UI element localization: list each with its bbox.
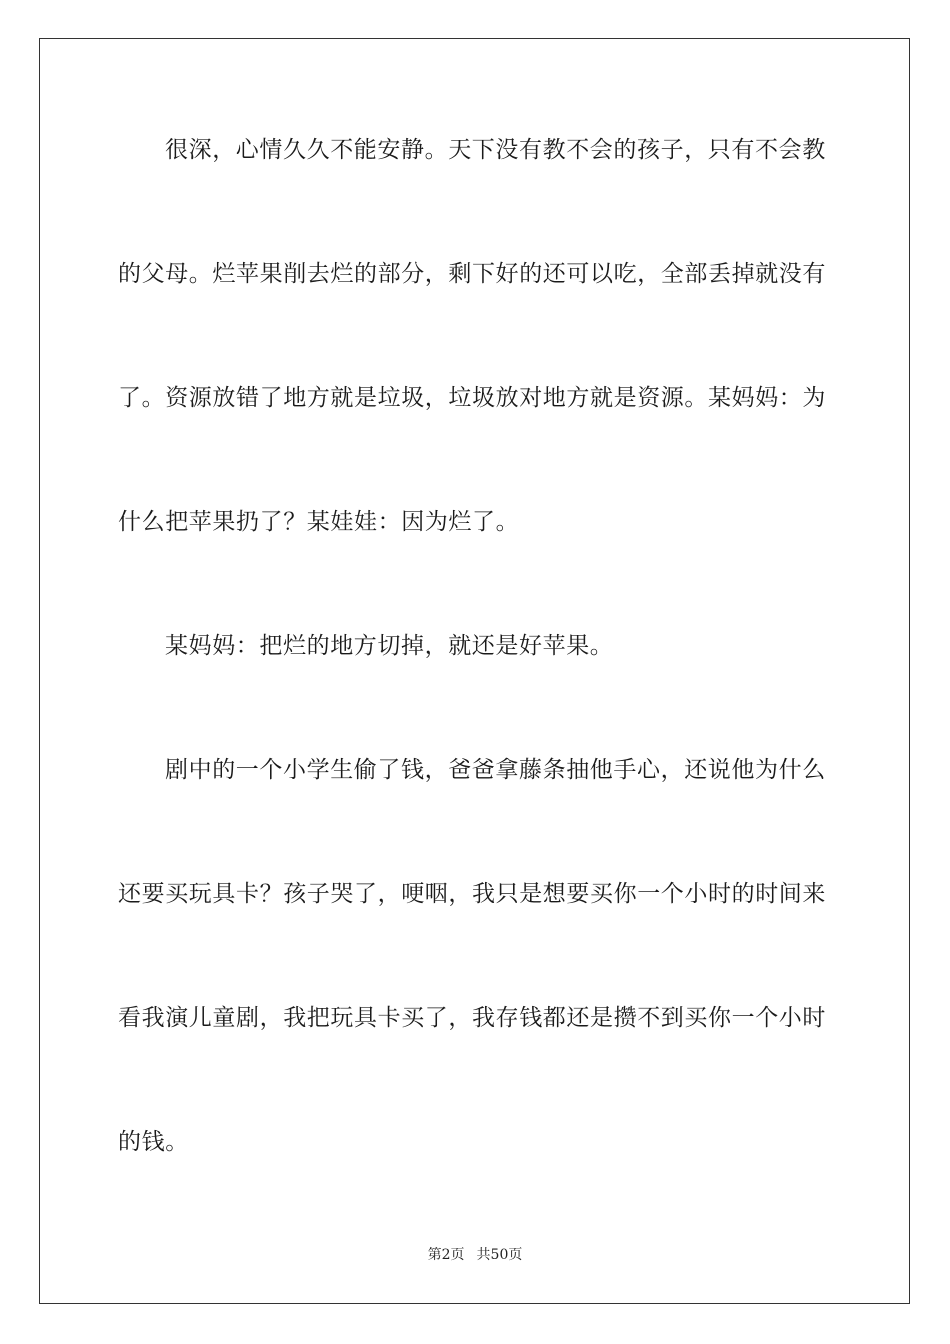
paragraph-line: 剧中的一个小学生偷了钱，爸爸拿藤条抽他手心，还说他为什么 <box>165 757 826 783</box>
page-border <box>39 38 910 1304</box>
paragraph-line: 很深，心情久久不能安静。天下没有教不会的孩子，只有不会教 <box>165 137 826 163</box>
paragraph-line: 的钱。 <box>118 1129 189 1155</box>
page-number-total: 共50页 <box>476 1247 523 1263</box>
paragraph-line: 的父母。烂苹果削去烂的部分，剩下好的还可以吃，全部丢掉就没有 <box>118 261 826 287</box>
page-footer <box>0 1246 950 1264</box>
paragraph-line: 还要买玩具卡？孩子哭了，哽咽，我只是想要买你一个小时的时间来 <box>118 881 826 907</box>
paragraph-line: 某妈妈：把烂的地方切掉，就还是好苹果。 <box>165 633 614 659</box>
paragraph-line: 什么把苹果扔了？某娃娃：因为烂了。 <box>118 509 520 535</box>
paragraph-line: 看我演儿童剧，我把玩具卡买了，我存钱都还是攒不到买你一个小时 <box>118 1005 826 1031</box>
paragraph-line: 了。资源放错了地方就是垃圾，垃圾放对地方就是资源。某妈妈：为 <box>118 385 826 411</box>
page-number-current: 第2页 <box>427 1247 465 1263</box>
